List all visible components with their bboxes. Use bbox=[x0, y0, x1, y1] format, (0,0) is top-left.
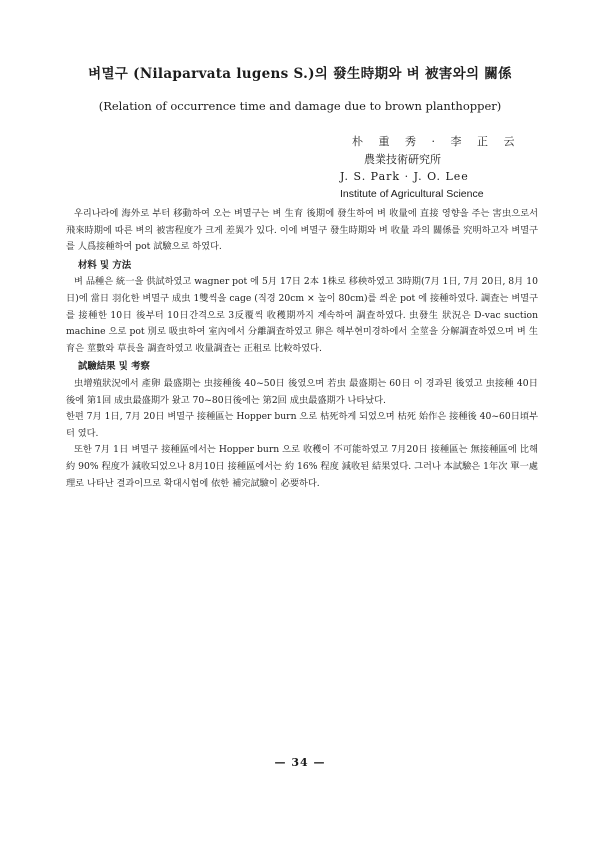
intro-paragraph: 우리나라에 海外로 부터 移動하여 오는 벼멸구는 벼 生育 後期에 發生하여 벼 收量에 直接 영향을 주는 害虫으로서 飛來時期에 따른 벼의 被害程度가 크게 差異가 있다. 이에 벼멸구 發生時期와 벼 收量 과의 關係를 究明하고자 벼멸구를 人爲接種하여 pot 試驗으로 하였다. bbox=[66, 208, 538, 253]
results-paragraph-1: 虫增殖狀況에서 產卵 最盛期는 虫接種後 40~50日 後였으며 若虫 最盛期는 60日 이 경과된 後였고 虫接種 40日後에 第1回 成虫最盛期가 왔고 70~80日後에는 第2回 成虫最盛期가 나타났다. bbox=[66, 377, 538, 406]
results-paragraph-3: 또한 7月 1日 벼멸구 接種區에서는 Hopper burn 으로 收穫이 不可能하였고 7月20日 接種區는 無接種區에 比해 約 90% 程度가 減收되었으나 8月10日 接種區에서는 約 16% 程度 減收된 結果였다. 그러나 本試驗은 1年次 單一處理로 나타난 결과이므로 확대시험에 依한 補完試驗이 必要하다. bbox=[66, 444, 538, 489]
results-heading: 試驗結果 및 考察 bbox=[78, 361, 150, 373]
english-author-names: J. S. Park · J. O. Lee bbox=[340, 170, 469, 183]
results-paragraph-2: 한편 7月 1日, 7月 20日 벼멸구 接種區는 Hopper burn 으로 枯死하게 되었으며 枯死 始作은 接種後 40~60日頃부터 였다. bbox=[66, 411, 538, 439]
materials-paragraph: 벼 品種은 統一을 供試하였고 wagner pot 에 5月 17日 2本 1株로 移秧하였고 3時期(7月 1日, 7月 20日, 8月 10日)에 當日 羽化한 벼멸구 成虫 1雙씩을 cage (직경 20cm × 높이 80cm)를 씌운 pot 에 接種하였다. 調査는 벼멸구를 接種한 10日 後부터 10日간격으로 3反覆씩 收穫期까지 계속하여 調査하였다. 虫發生 狀況은 D-vac suction machine 으로 pot 別로 吸虫하여 室內에서 分離調査하였고 卵은 해부현미경하에서 全莖을 分解調査하였으며 벼 生育은 莖數와 草長을 調査하였고 收量調査는 正租로 比較하였다. bbox=[66, 276, 538, 354]
paper-title: 벼멸구 (Nilaparvata lugens S.)의 發生時期와 벼 被害와의 關係 bbox=[88, 66, 512, 82]
page-number: — 34 — bbox=[274, 756, 326, 769]
korean-institute: 農業技術硏究所 bbox=[364, 152, 441, 166]
english-institute: Institute of Agricultural Science bbox=[340, 187, 484, 200]
materials-heading: 材料 및 方法 bbox=[78, 259, 132, 271]
paper-body bbox=[66, 206, 538, 492]
korean-author-names: 朴 重 秀 · 李 正 云 bbox=[352, 135, 521, 148]
author-block bbox=[340, 133, 570, 203]
paper-subtitle: (Relation of occurrence time and damage due to brown planthopper) bbox=[98, 99, 502, 113]
